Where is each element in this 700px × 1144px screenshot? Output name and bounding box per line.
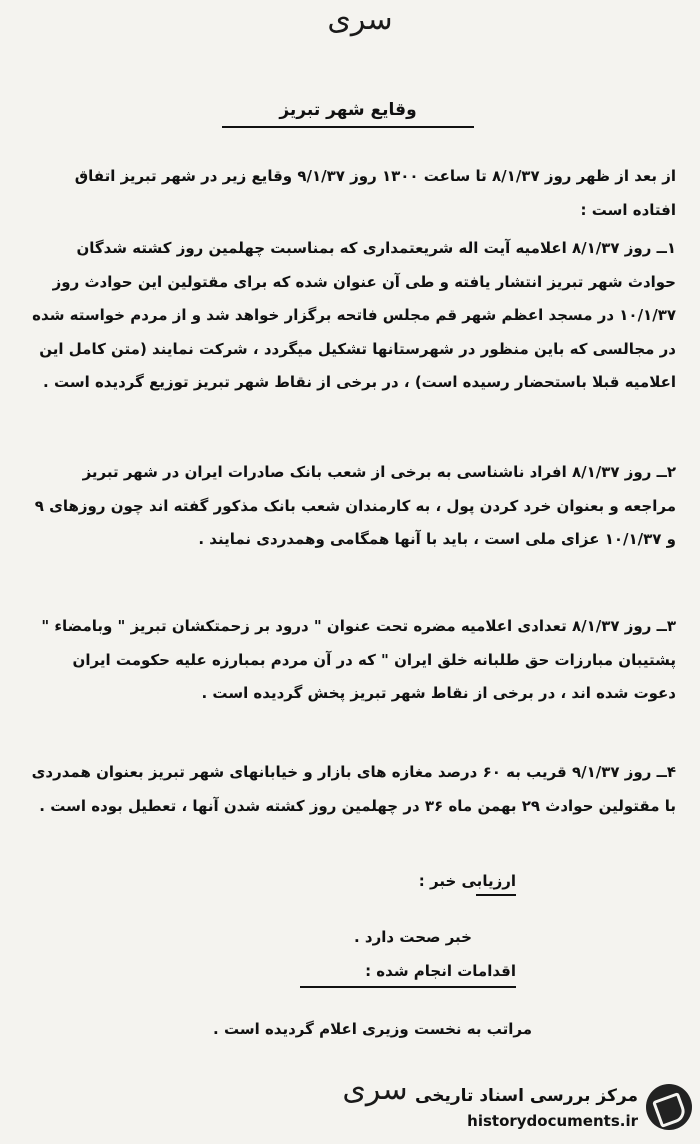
report-item-2: ۲ــ روز ۸/۱/۳۷ افراد ناشناسی به برخی از شعب بانک صادرات ایران در شهر تبریز مراجعه و بعنوان خرد کردن پول ، به کارمندان شعب بانک مذکور گفته اند چون روزهای ۹ و ۱۰/۱/۳۷ عزای ملی است ، باید با آنها همگامی وهمدردی نمایند . (34, 463, 676, 548)
archive-watermark (400, 1080, 696, 1140)
document-title: وقایع شهر تبریز (279, 100, 417, 120)
report-item-4: ۴ــ روز ۹/۱/۳۷ قریب به ۶۰ درصد مغازه های بازار و خیابانهای شهر تبریز بعنوان همدردی با مقتولین حوادث ۲۹ بهمن ماه ۳۶ در چهلمین روز کشته شدن آنها ، تعطیل بوده است . (31, 763, 676, 815)
report-item-3: ۳ــ روز ۸/۱/۳۷ تعدادی اعلامیه مضره تحت عنوان " درود بر زحمتکشان تبریز " وبامضاء " پشتیبان مبارزات حق طلبانه خلق ایران " که در آن مردم بمبارزه علیه حکومت ایران دعوت شده اند ، در برخی از نقاط شهر تبریز پخش گردیده است . (41, 617, 676, 702)
closing-statement: مراتب به نخست وزیری اعلام گردیده است . (213, 1020, 532, 1038)
title-underline (222, 126, 474, 128)
watermark-url: historydocuments.ir (467, 1112, 638, 1130)
actions-label: اقدامات انجام شده : (365, 962, 516, 980)
evaluation-underline (476, 894, 516, 896)
classification-stamp-bottom: سری (342, 1072, 408, 1107)
evaluation-text: خبر صحت دارد . (354, 928, 472, 946)
classification-stamp-top: سری (327, 2, 393, 37)
watermark-title: مرکز بررسی اسناد تاریخی (415, 1086, 638, 1106)
evaluation-label: ارزیابی خبر : (418, 872, 516, 890)
actions-underline (300, 986, 516, 988)
report-item-1: ۱ــ روز ۸/۱/۳۷ اعلامیه آیت اله شریعتمداری که بمناسبت چهلمین روز کشته شدگان حوادث شهر تبریز انتشار یافته و طی آن عنوان شده که برای مقتولین این حوادث روز ۱۰/۱/۳۷ در مسجد اعظم شهر قم مجلس فاتحه برگزار خواهد شد و از مردم خواسته شده در مجالسی که باین منظور در شهرستانها تشکیل میگردد ، شرکت نمایند (متن کامل این اعلامیه قبلا باستحضار رسیده است) ، در برخی از نقاط شهر تبریز توزیع گردیده است . (32, 239, 676, 391)
archive-logo-icon (646, 1084, 692, 1130)
intro-paragraph: از بعد از ظهر روز ۸/۱/۳۷ تا ساعت ۱۳۰۰ روز ۹/۱/۳۷ وقایع زیر در شهر تبریز اتفاق افتاده است : (74, 167, 676, 219)
